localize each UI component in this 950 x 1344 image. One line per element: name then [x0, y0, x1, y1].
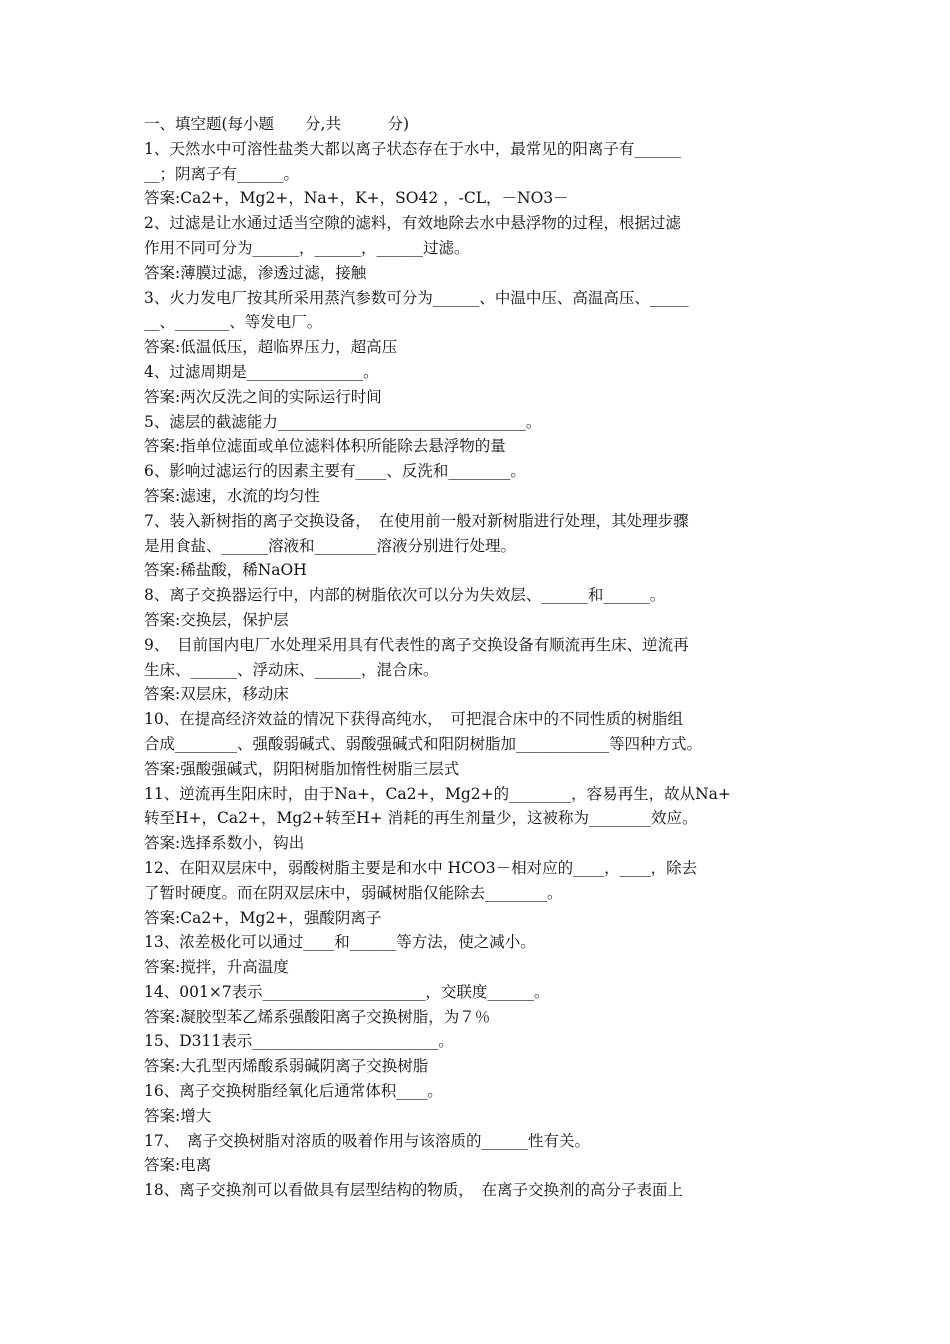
question-1-line-1: 1、天然水中可溶性盐类大都以离子状态存在于水中，最常见的阳离子有______ — [144, 139, 681, 158]
answer-13: 答案:搅拌，升高温度 — [144, 958, 289, 977]
answer-16: 答案:增大 — [144, 1106, 212, 1125]
answer-10: 答案:强酸强碱式，阴阳树脂加惰性树脂三层式 — [144, 759, 460, 778]
question-2-line-2: 作用不同可分为______，______，______过滤。 — [144, 238, 470, 257]
answer-4: 答案:两次反洗之间的实际运行时间 — [144, 387, 382, 406]
question-10-line-2: 合成________、强酸弱碱式、弱酸强碱式和阳阴树脂加____________等四种方式。 — [144, 734, 703, 753]
answer-12: 答案:Ca2+，Mg2+，强酸阴离子 — [144, 908, 382, 927]
answer-11: 答案:选择系数小，钩出 — [144, 834, 305, 853]
question-1-line-2: __；阴离子有______。 — [144, 164, 300, 183]
answer-2: 答案:薄膜过滤，渗透过滤，接触 — [144, 263, 367, 282]
question-8: 8、离子交换器运行中，内部的树脂依次可以分为失效层、______和______。 — [144, 586, 666, 605]
answer-14: 答案:凝胶型苯乙烯系强酸阳离子交换树脂，为７％ — [144, 1007, 491, 1026]
answer-8: 答案:交换层，保护层 — [144, 610, 289, 629]
question-11-line-1: 11、逆流再生阳床时，由于Na+，Ca2+，Mg2+的________，容易再生，故从Na+ — [144, 784, 731, 803]
question-7-line-1: 7、装入新树指的离子交换设备， 在使用前一般对新树脂进行处理，其处理步骤 — [144, 511, 689, 530]
question-10-line-1: 10、在提高经济效益的情况下获得高纯水， 可把混合床中的不同性质的树脂组 — [144, 710, 683, 729]
question-14: 14、001×7表示_____________________，交联度______。 — [144, 982, 550, 1001]
question-15: 15、D311表示________________________。 — [144, 1032, 454, 1051]
answer-6: 答案:滤速，水流的均匀性 — [144, 486, 320, 505]
question-9-line-1: 9、 目前国内电厂水处理采用具有代表性的离子交换设备有顺流再生床、逆流再 — [144, 635, 689, 654]
answer-7: 答案:稀盐酸，稀NaOH — [144, 561, 307, 580]
answer-9: 答案:双层床，移动床 — [144, 685, 289, 704]
question-12-line-1: 12、在阳双层床中，弱酸树脂主要是和水中 HCO3－相对应的____，____，除去 — [144, 858, 698, 877]
question-3-line-1: 3、火力发电厂按其所采用蒸汽参数可分为______、中温中压、高温高压、_____ — [144, 288, 689, 307]
answer-15: 答案:大孔型丙烯酸系弱碱阴离子交换树脂 — [144, 1057, 429, 1076]
question-18-line-1: 18、离子交换剂可以看做具有层型结构的物质， 在离子交换剂的高分子表面上 — [144, 1181, 683, 1200]
answer-3: 答案:低温低压，超临界压力，超高压 — [144, 338, 398, 357]
document-body — [144, 112, 814, 1203]
question-5: 5、滤层的截滤能力________________________________。 — [144, 412, 542, 431]
question-12-line-2: 了暂时硬度。而在阴双层床中，弱碱树脂仅能除去________。 — [144, 883, 563, 902]
question-11-line-2: 转至H+，Ca2+，Mg2+转至H+ 消耗的再生剂量少，这被称为________效应。 — [144, 809, 698, 828]
answer-17: 答案:电离 — [144, 1156, 212, 1175]
question-2-line-1: 2、过滤是让水通过适当空隙的滤料，有效地除去水中悬浮物的过程，根据过滤 — [144, 214, 681, 233]
question-3-line-2: __、_______、等发电厂。 — [144, 313, 323, 332]
question-9-line-2: 生床、______、浮动床、______，混合床。 — [144, 660, 439, 679]
question-4: 4、过滤周期是_______________。 — [144, 362, 379, 381]
question-16: 16、离子交换树脂经氧化后通常体积____。 — [144, 1082, 443, 1101]
section-heading: 一、填空题(每小题 分,共 分) — [144, 115, 410, 133]
question-13: 13、浓差极化可以通过____和______等方法，使之减小。 — [144, 933, 536, 952]
question-6: 6、影响过滤运行的因素主要有____、反洗和________。 — [144, 462, 526, 481]
answer-1: 答案:Ca2+，Mg2+，Na+，K+，SO42 ，-CL，－NO3－ — [144, 189, 569, 208]
question-7-line-2: 是用食盐、______溶液和________溶液分别进行处理。 — [144, 536, 517, 555]
question-17: 17、 离子交换树脂对溶质的吸着作用与该溶质的______性有关。 — [144, 1131, 590, 1150]
answer-5: 答案:指单位滤面或单位滤料体积所能除去悬浮物的量 — [144, 437, 506, 456]
